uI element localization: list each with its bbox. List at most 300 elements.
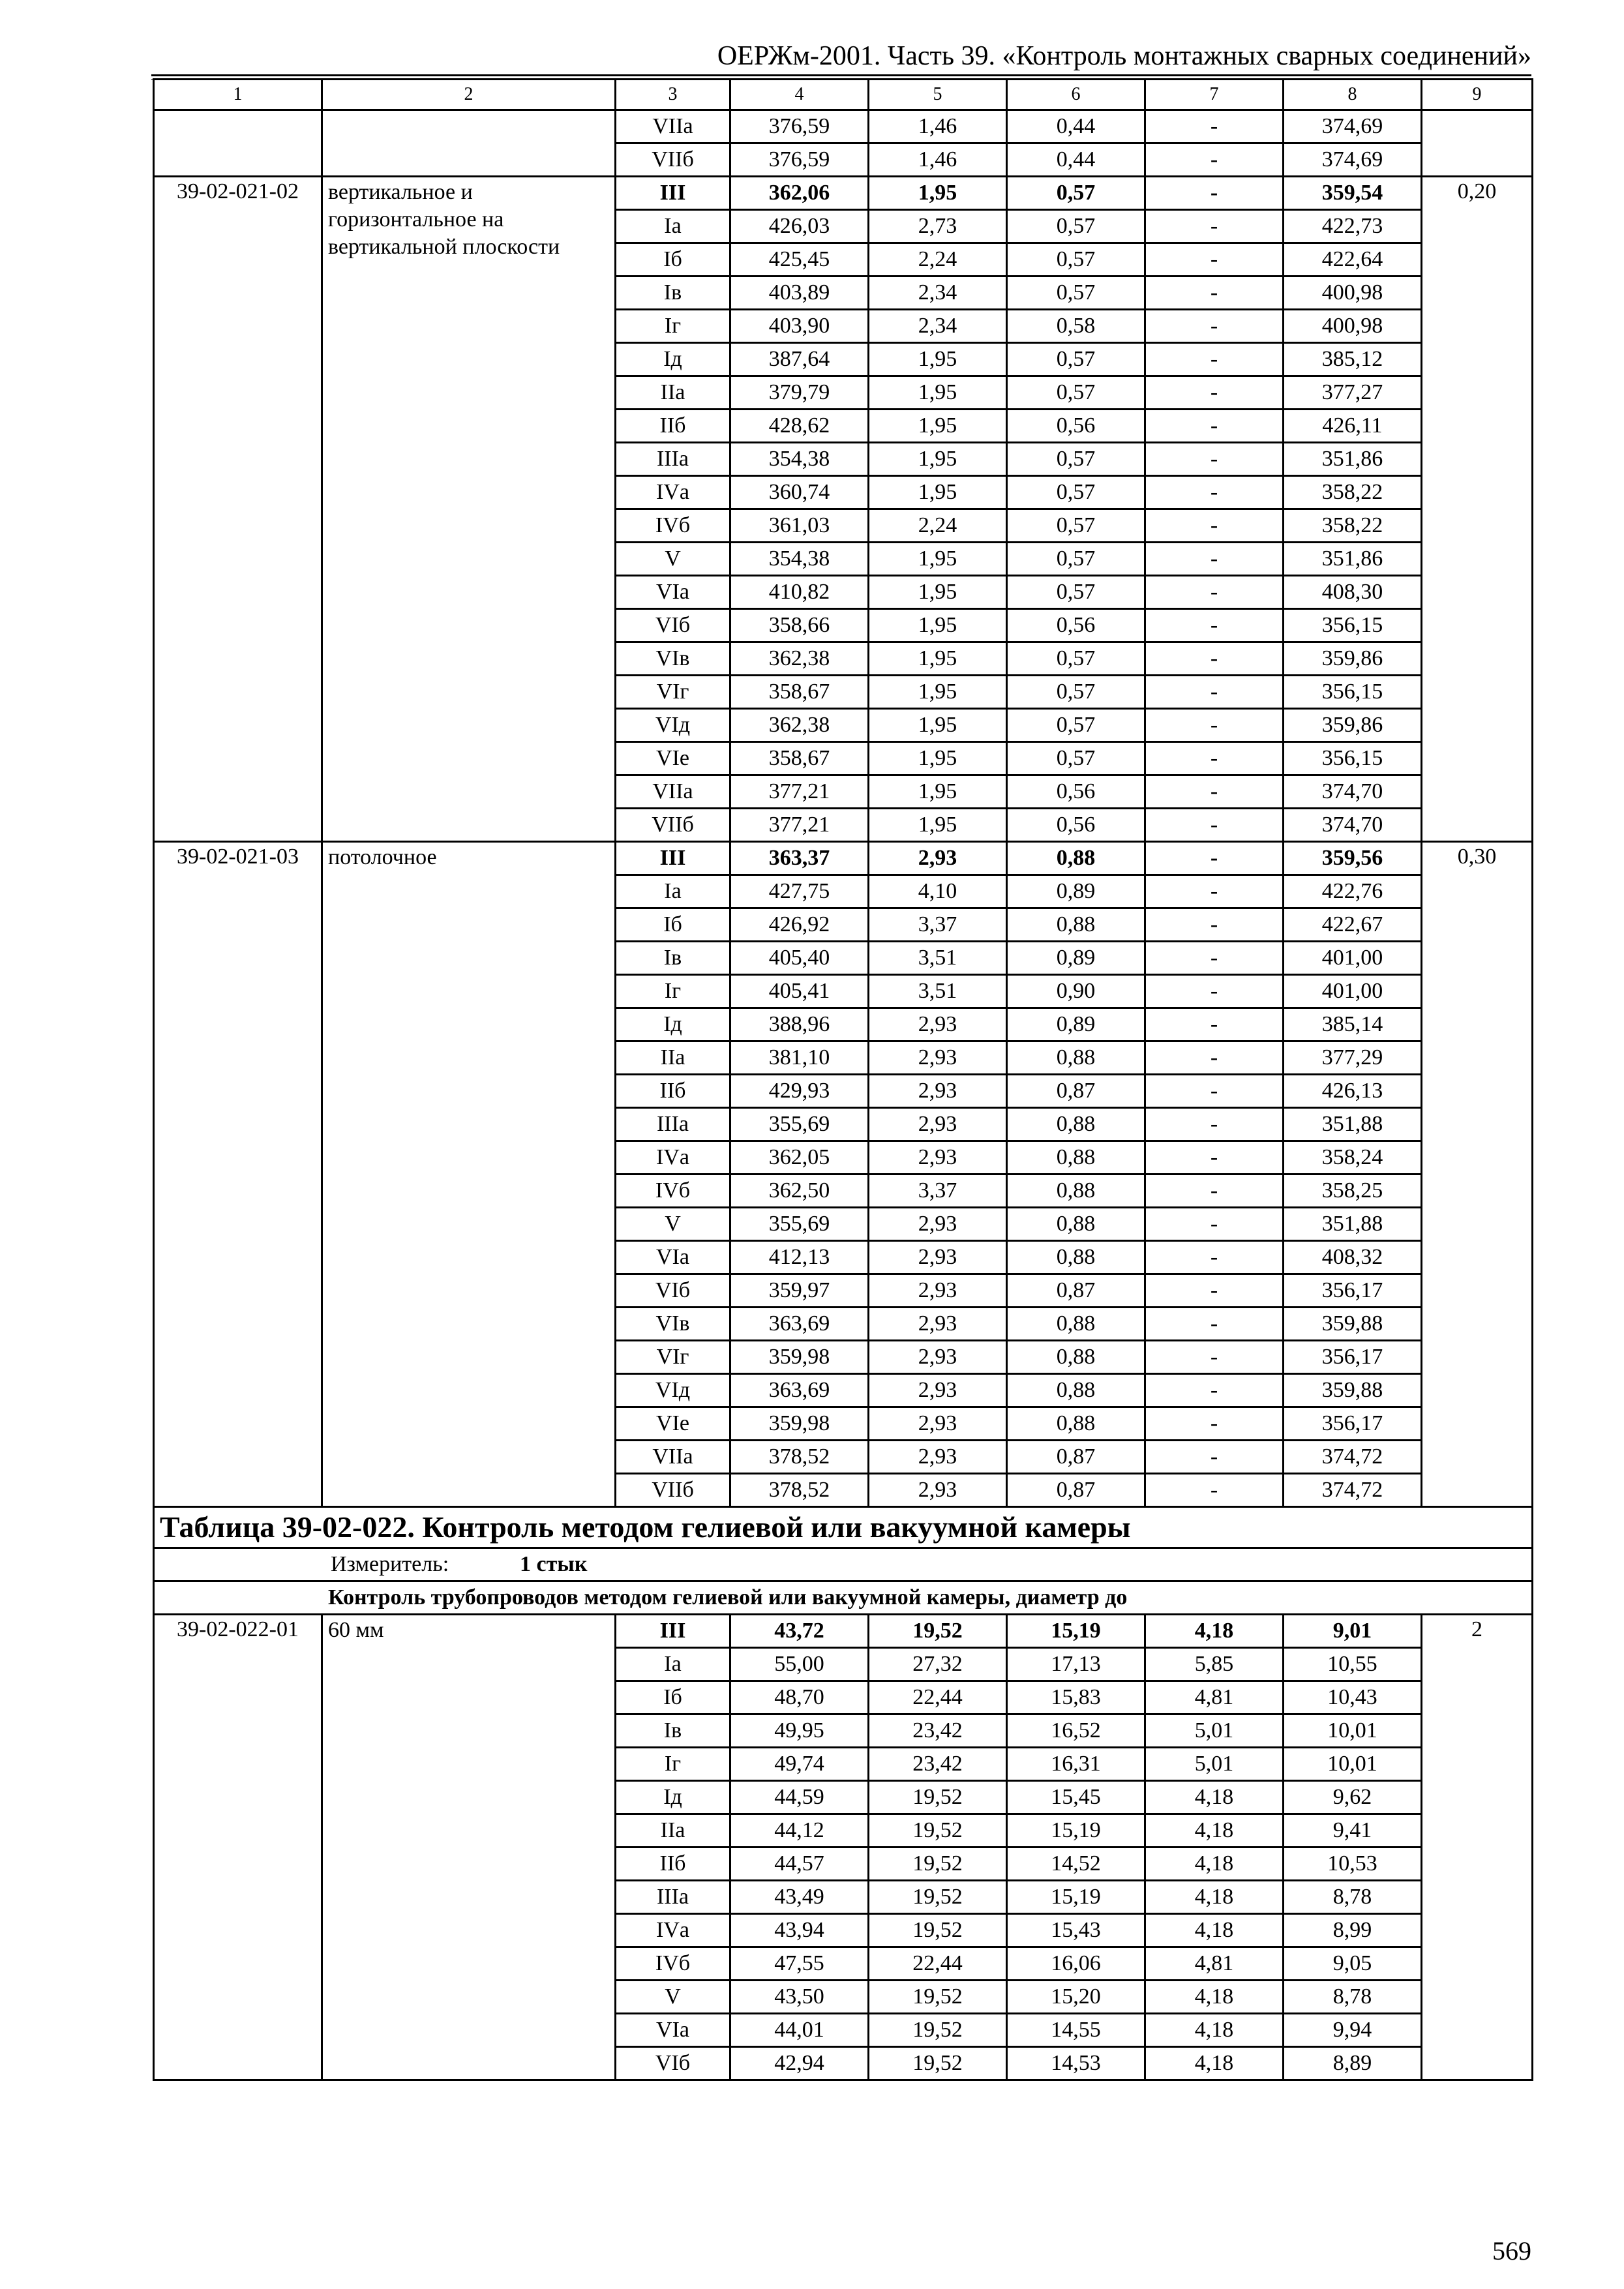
value-cell: 0,57 [1007,543,1145,576]
coefficient-cell: 0,30 [1422,842,1533,1507]
value-cell: 351,88 [1284,1108,1422,1141]
value-cell: 0,56 [1007,775,1145,809]
zone-cell: VIг [616,1341,730,1374]
value-cell: 362,38 [730,709,869,742]
value-cell: 400,98 [1284,277,1422,310]
value-cell: 10,55 [1284,1648,1422,1681]
work-name-cell: 60 мм [322,1615,616,2080]
value-cell: 15,45 [1007,1781,1145,1814]
value-cell: - [1145,243,1284,277]
value-cell: - [1145,942,1284,975]
value-cell: 358,24 [1284,1141,1422,1174]
zone-cell: Iв [616,277,730,310]
value-cell: 0,57 [1007,709,1145,742]
value-cell: 359,54 [1284,177,1422,210]
value-cell: 422,67 [1284,908,1422,942]
zone-cell: Iд [616,1008,730,1041]
zone-cell: Iа [616,875,730,908]
value-cell: - [1145,1274,1284,1308]
value-cell: 0,88 [1007,1208,1145,1241]
value-cell: 4,18 [1145,1981,1284,2014]
zone-cell: Iб [616,908,730,942]
value-cell: 381,10 [730,1041,869,1075]
value-cell: 0,44 [1007,143,1145,177]
value-cell: 10,01 [1284,1714,1422,1748]
value-cell: 359,98 [730,1341,869,1374]
value-cell: 3,37 [869,908,1007,942]
value-cell: 363,37 [730,842,869,875]
value-cell: 4,18 [1145,1914,1284,1947]
column-number-cell: 6 [1007,80,1145,110]
value-cell: 0,57 [1007,376,1145,410]
value-cell: 2,93 [869,1108,1007,1141]
zone-cell: IVб [616,1174,730,1208]
value-cell: 43,50 [730,1981,869,2014]
value-cell: 8,78 [1284,1981,1422,2014]
value-cell: 379,79 [730,376,869,410]
zone-cell: VIIб [616,809,730,842]
zone-cell: VIб [616,2047,730,2080]
zone-cell: III [616,842,730,875]
value-cell: 359,88 [1284,1374,1422,1407]
value-cell: 2,93 [869,1041,1007,1075]
value-cell: - [1145,1141,1284,1174]
value-cell: - [1145,376,1284,410]
value-cell: 9,94 [1284,2014,1422,2047]
zone-cell: IIа [616,1814,730,1848]
value-cell: 376,59 [730,110,869,143]
value-cell: 19,52 [869,1615,1007,1648]
zone-cell: VIе [616,1407,730,1441]
value-cell: 0,88 [1007,1241,1145,1274]
value-cell: 2,93 [869,842,1007,875]
value-cell: - [1145,676,1284,709]
value-cell: - [1145,842,1284,875]
value-cell: 359,88 [1284,1308,1422,1341]
value-cell: 0,56 [1007,410,1145,443]
value-cell: 9,01 [1284,1615,1422,1648]
header-rule [151,74,1531,76]
running-header: ОЕРЖм-2001. Часть 39. «Контроль монтажных сварных соединений» [717,41,1531,71]
value-cell: 4,18 [1145,2047,1284,2080]
value-cell: 401,00 [1284,975,1422,1008]
value-cell: 377,29 [1284,1041,1422,1075]
value-cell: 19,52 [869,1814,1007,1848]
value-cell: 426,92 [730,908,869,942]
value-cell: 16,06 [1007,1947,1145,1981]
value-cell: 0,44 [1007,110,1145,143]
value-cell: 0,57 [1007,642,1145,676]
value-cell: 0,57 [1007,742,1145,775]
value-cell: 359,56 [1284,842,1422,875]
value-cell: - [1145,343,1284,376]
value-cell: 422,64 [1284,243,1422,277]
value-cell: 1,95 [869,376,1007,410]
value-cell: - [1145,775,1284,809]
value-cell: 2,34 [869,277,1007,310]
value-cell: - [1145,509,1284,543]
value-cell: - [1145,609,1284,642]
value-cell: 1,95 [869,576,1007,609]
value-cell: - [1145,1441,1284,1474]
value-cell: 2,93 [869,1474,1007,1507]
value-cell: 0,88 [1007,1141,1145,1174]
value-cell: 1,95 [869,343,1007,376]
coefficient-cell [1422,110,1533,177]
meter-cell [154,1548,1533,1581]
value-cell: 408,32 [1284,1241,1422,1274]
value-cell: 400,98 [1284,310,1422,343]
value-cell: - [1145,1041,1284,1075]
value-cell: - [1145,875,1284,908]
value-cell: 19,52 [869,1848,1007,1881]
value-cell: 22,44 [869,1947,1007,1981]
value-cell: 10,01 [1284,1748,1422,1781]
value-cell: 5,85 [1145,1648,1284,1681]
value-cell: 19,52 [869,1781,1007,1814]
value-cell: 378,52 [730,1441,869,1474]
value-cell: 0,57 [1007,509,1145,543]
zone-cell: IVа [616,476,730,509]
zone-cell: VIд [616,1374,730,1407]
value-cell: - [1145,642,1284,676]
value-cell: 422,73 [1284,210,1422,243]
value-cell: 43,49 [730,1881,869,1914]
value-cell: 4,81 [1145,1947,1284,1981]
value-cell: 4,81 [1145,1681,1284,1714]
value-cell: 2,93 [869,1008,1007,1041]
value-cell: 19,52 [869,2047,1007,2080]
zone-cell: VIв [616,1308,730,1341]
value-cell: 374,72 [1284,1474,1422,1507]
value-cell: 0,56 [1007,609,1145,642]
zone-cell: IIIа [616,1881,730,1914]
value-cell: 0,88 [1007,1308,1145,1341]
value-cell: 15,19 [1007,1881,1145,1914]
value-cell: 428,62 [730,410,869,443]
value-cell: 422,76 [1284,875,1422,908]
value-cell: 426,13 [1284,1075,1422,1108]
value-cell: 19,52 [869,2014,1007,2047]
value-cell: - [1145,310,1284,343]
value-cell: 55,00 [730,1648,869,1681]
value-cell: 2,93 [869,1241,1007,1274]
value-cell: 47,55 [730,1947,869,1981]
value-cell: 0,87 [1007,1441,1145,1474]
value-cell: 1,95 [869,443,1007,476]
value-cell: 405,41 [730,975,869,1008]
value-cell: 3,37 [869,1174,1007,1208]
value-cell: - [1145,809,1284,842]
value-cell: 19,52 [869,1914,1007,1947]
value-cell: 15,43 [1007,1914,1145,1947]
value-cell: 8,78 [1284,1881,1422,1914]
column-number-cell: 2 [322,80,616,110]
zone-cell: VIа [616,1241,730,1274]
value-cell: - [1145,1208,1284,1241]
zone-cell: Iг [616,310,730,343]
table-row [154,842,1533,875]
value-cell: 23,42 [869,1714,1007,1748]
meter-label: Измеритель: [331,1552,449,1576]
zone-cell: IIб [616,1848,730,1881]
value-cell: 0,56 [1007,809,1145,842]
zone-cell: IIа [616,376,730,410]
value-cell: 23,42 [869,1748,1007,1781]
value-cell: 425,45 [730,243,869,277]
zone-cell: VIе [616,742,730,775]
value-cell: - [1145,143,1284,177]
value-cell: 385,14 [1284,1008,1422,1041]
table-row [154,110,1533,143]
value-cell: 10,53 [1284,1848,1422,1881]
value-cell: 44,01 [730,2014,869,2047]
zone-cell: VIIб [616,143,730,177]
zone-cell: IIб [616,1075,730,1108]
value-cell: 388,96 [730,1008,869,1041]
zone-cell: Iв [616,1714,730,1748]
value-cell: 360,74 [730,476,869,509]
value-cell: 426,11 [1284,410,1422,443]
value-cell: 0,57 [1007,576,1145,609]
zone-cell: IIIа [616,443,730,476]
value-cell: 356,17 [1284,1407,1422,1441]
value-cell: 0,88 [1007,1041,1145,1075]
value-cell: 358,66 [730,609,869,642]
work-name-cell: вертикальное и горизонтальное на вертикальной плоскости [322,177,616,842]
value-cell: - [1145,443,1284,476]
rate-code-cell [154,110,322,177]
value-cell: 48,70 [730,1681,869,1714]
value-cell: 359,86 [1284,709,1422,742]
value-cell: 427,75 [730,875,869,908]
value-cell: 359,98 [730,1407,869,1441]
value-cell: 358,22 [1284,476,1422,509]
zone-cell: Iб [616,243,730,277]
zone-cell: IVб [616,1947,730,1981]
zone-cell: Iв [616,942,730,975]
zone-cell: Iг [616,1748,730,1781]
table-row [154,1615,1533,1648]
value-cell: - [1145,1374,1284,1407]
value-cell: 2,93 [869,1374,1007,1407]
zone-cell: IVа [616,1914,730,1947]
value-cell: 410,82 [730,576,869,609]
value-cell: 362,06 [730,177,869,210]
value-cell: - [1145,1241,1284,1274]
value-cell: - [1145,277,1284,310]
zone-cell: V [616,1208,730,1241]
zone-cell: Iд [616,1781,730,1814]
meter-row [154,1548,1533,1581]
value-cell: 14,52 [1007,1848,1145,1881]
value-cell: 15,20 [1007,1981,1145,2014]
value-cell: 42,94 [730,2047,869,2080]
value-cell: 356,17 [1284,1341,1422,1374]
zone-cell: VIб [616,609,730,642]
value-cell: 363,69 [730,1374,869,1407]
value-cell: 355,69 [730,1208,869,1241]
value-cell: 5,01 [1145,1714,1284,1748]
value-cell: 0,88 [1007,908,1145,942]
value-cell: 359,86 [1284,642,1422,676]
zone-cell: VIб [616,1274,730,1308]
value-cell: 14,55 [1007,2014,1145,2047]
value-cell: 0,88 [1007,1341,1145,1374]
value-cell: 1,95 [869,543,1007,576]
value-cell: 363,69 [730,1308,869,1341]
value-cell: 362,38 [730,642,869,676]
value-cell: 2,24 [869,243,1007,277]
value-cell: - [1145,1075,1284,1108]
zone-cell: VIв [616,642,730,676]
table-title: Таблица 39-02-022. Контроль методом гелиевой или вакуумной камеры [154,1507,1533,1548]
value-cell: 2,93 [869,1274,1007,1308]
rate-code-cell: 39-02-021-02 [154,177,322,842]
value-cell: 2,34 [869,310,1007,343]
value-cell: 44,57 [730,1848,869,1881]
value-cell: 4,10 [869,875,1007,908]
value-cell: 377,27 [1284,376,1422,410]
column-number-cell: 9 [1422,80,1533,110]
zone-cell: VIIб [616,1474,730,1507]
value-cell: 1,95 [869,709,1007,742]
value-cell: 19,52 [869,1981,1007,2014]
rate-code-cell: 39-02-021-03 [154,842,322,1507]
value-cell: 0,87 [1007,1075,1145,1108]
value-cell: 358,22 [1284,509,1422,543]
value-cell: 4,18 [1145,1881,1284,1914]
column-number-row [154,80,1533,110]
value-cell: 44,12 [730,1814,869,1848]
value-cell: 358,25 [1284,1174,1422,1208]
value-cell: 2,73 [869,210,1007,243]
zone-cell: Iа [616,210,730,243]
value-cell: 44,59 [730,1781,869,1814]
zone-cell: IVб [616,509,730,543]
value-cell: 16,52 [1007,1714,1145,1748]
value-cell: 351,88 [1284,1208,1422,1241]
value-cell: 19,52 [869,1881,1007,1914]
value-cell: - [1145,908,1284,942]
value-cell: - [1145,975,1284,1008]
value-cell: - [1145,410,1284,443]
value-cell: 4,18 [1145,1615,1284,1648]
value-cell: - [1145,1308,1284,1341]
value-cell: 1,46 [869,110,1007,143]
value-cell: 374,69 [1284,143,1422,177]
value-cell: 49,74 [730,1748,869,1781]
column-number-cell: 4 [730,80,869,110]
value-cell: 354,38 [730,543,869,576]
value-cell: - [1145,177,1284,210]
value-cell: 354,38 [730,443,869,476]
value-cell: - [1145,742,1284,775]
value-cell: 4,18 [1145,1814,1284,1848]
value-cell: 9,41 [1284,1814,1422,1848]
value-cell: 49,95 [730,1714,869,1748]
value-cell: - [1145,1407,1284,1441]
value-cell: 0,90 [1007,975,1145,1008]
value-cell: 358,67 [730,676,869,709]
value-cell: 1,95 [869,742,1007,775]
value-cell: 15,19 [1007,1615,1145,1648]
value-cell: 356,17 [1284,1274,1422,1308]
value-cell: 361,03 [730,509,869,543]
value-cell: 408,30 [1284,576,1422,609]
zone-cell: VIг [616,676,730,709]
value-cell: 16,31 [1007,1748,1145,1781]
column-number-cell: 3 [616,80,730,110]
zone-cell: Iг [616,975,730,1008]
value-cell: 351,86 [1284,543,1422,576]
value-cell: 0,87 [1007,1474,1145,1507]
value-cell: 4,18 [1145,2014,1284,2047]
value-cell: - [1145,1108,1284,1141]
value-cell: 1,95 [869,177,1007,210]
coefficient-cell: 2 [1422,1615,1533,2080]
value-cell: 2,93 [869,1341,1007,1374]
page-number: 569 [1492,2236,1531,2266]
value-cell: 429,93 [730,1075,869,1108]
zone-cell: VIа [616,2014,730,2047]
value-cell: - [1145,709,1284,742]
value-cell: 17,13 [1007,1648,1145,1681]
value-cell: 9,05 [1284,1947,1422,1981]
value-cell: 10,43 [1284,1681,1422,1714]
value-cell: 0,57 [1007,443,1145,476]
value-cell: 377,21 [730,775,869,809]
value-cell: 2,93 [869,1141,1007,1174]
value-cell: 1,95 [869,410,1007,443]
zone-cell: III [616,177,730,210]
work-name-cell [322,110,616,177]
value-cell: - [1145,1008,1284,1041]
column-number-cell: 1 [154,80,322,110]
value-cell: 385,12 [1284,343,1422,376]
value-cell: 0,58 [1007,310,1145,343]
zone-cell: IIIа [616,1108,730,1141]
value-cell: 15,83 [1007,1681,1145,1714]
value-cell: 359,97 [730,1274,869,1308]
value-cell: 0,87 [1007,1274,1145,1308]
value-cell: 1,95 [869,809,1007,842]
value-cell: 0,57 [1007,277,1145,310]
value-cell: 374,70 [1284,809,1422,842]
value-cell: 1,95 [869,676,1007,709]
value-cell: 355,69 [730,1108,869,1141]
value-cell: 4,18 [1145,1781,1284,1814]
value-cell: 0,88 [1007,1374,1145,1407]
value-cell: 0,57 [1007,676,1145,709]
value-cell: 3,51 [869,975,1007,1008]
table-row [154,177,1533,210]
value-cell: 356,15 [1284,676,1422,709]
value-cell: 2,93 [869,1308,1007,1341]
value-cell: - [1145,210,1284,243]
value-cell: 362,05 [730,1141,869,1174]
section-heading: Контроль трубопроводов методом гелиевой или вакуумной камеры, диаметр до [154,1581,1533,1615]
zone-cell: V [616,543,730,576]
rate-code-cell: 39-02-022-01 [154,1615,322,2080]
value-cell: 27,32 [869,1648,1007,1681]
column-number-cell: 8 [1284,80,1422,110]
value-cell: 0,57 [1007,476,1145,509]
value-cell: 358,67 [730,742,869,775]
value-cell: 356,15 [1284,609,1422,642]
value-cell: 1,95 [869,642,1007,676]
value-cell: - [1145,476,1284,509]
